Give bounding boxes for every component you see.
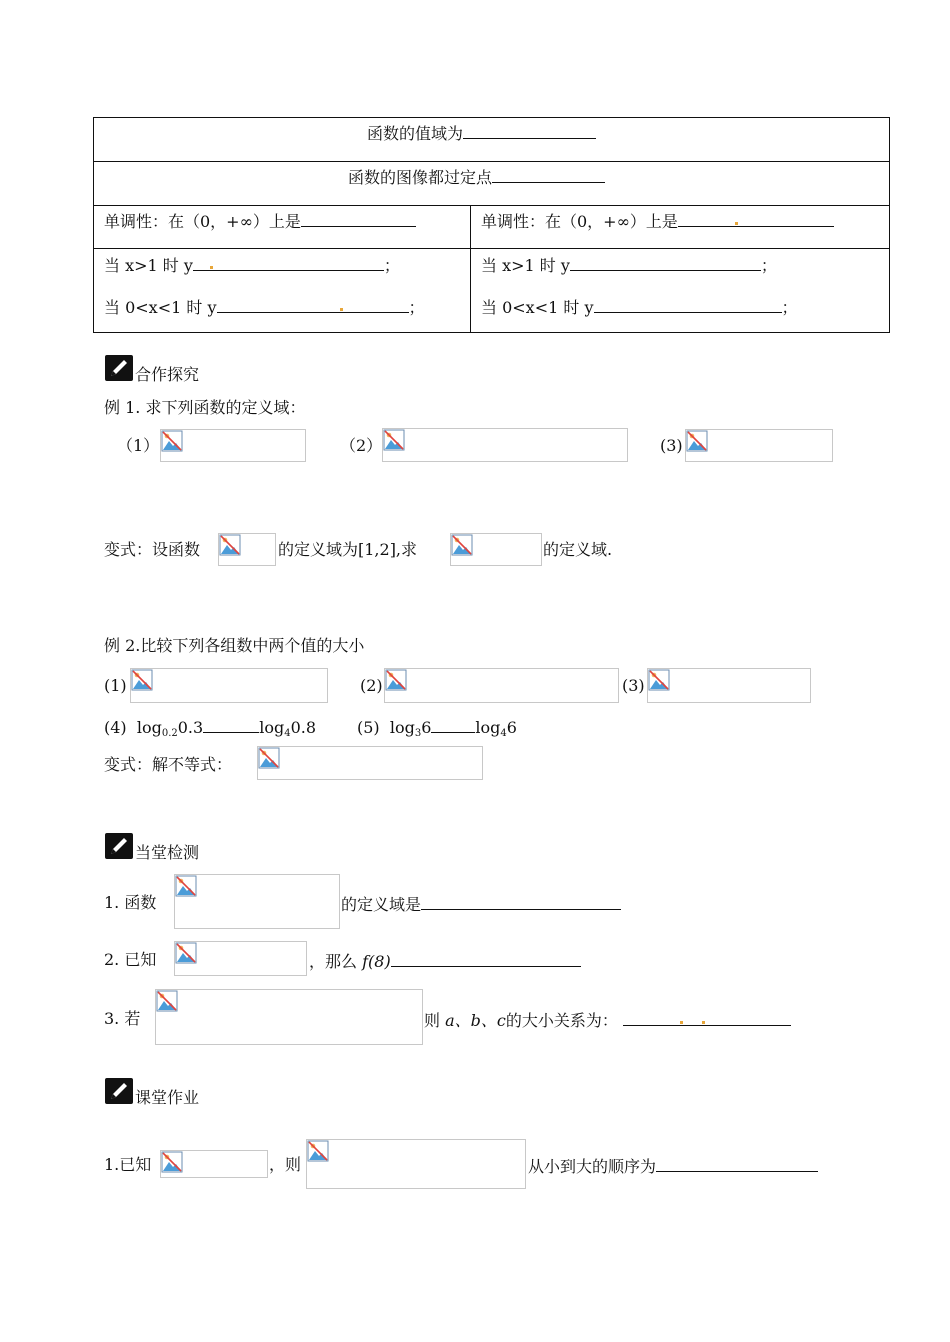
formula-image: [218, 533, 276, 566]
right-monotonic-row: [481, 210, 834, 232]
formula-image: [160, 1150, 268, 1178]
answer-blank[interactable]: [193, 254, 384, 271]
variant-1-text-c: 的定义域.: [543, 540, 613, 559]
formula-image: [130, 668, 328, 703]
check-q1-text-b: 的定义域是: [341, 893, 621, 915]
pen-icon: [105, 1078, 133, 1104]
broken-image-icon: [175, 875, 197, 897]
monotonic-label: 单调性：在（0，+∞）上是: [481, 212, 678, 231]
broken-image-icon: [451, 534, 473, 556]
broken-image-icon: [307, 1140, 329, 1162]
check-q2-text-a: 2. 已知: [104, 950, 157, 969]
table-range-row: [367, 122, 596, 144]
broken-image-icon: [161, 430, 183, 452]
check-q3-text-a: 3. 若: [104, 1009, 141, 1028]
broken-image-icon: [175, 942, 197, 964]
example-1-label-2: （2）: [340, 436, 383, 455]
section-coop-heading: 合作探究: [135, 365, 200, 384]
formula-image: [257, 746, 483, 780]
formula-image: [384, 668, 619, 703]
formula-image: [174, 941, 307, 976]
formula-image: [382, 428, 628, 462]
section-homework-heading: 课堂作业: [135, 1088, 200, 1107]
example-2-title: 例 2.比较下列各组数中两个值的大小: [104, 636, 365, 655]
example-2-label-1: (1): [104, 676, 127, 695]
example-2-label-3: (3): [622, 676, 645, 695]
section-check-heading: 当堂检测: [135, 843, 200, 862]
answer-blank[interactable]: [594, 296, 782, 313]
variant-2-text: 变式：解不等式：: [104, 755, 233, 774]
pen-icon: [105, 833, 133, 859]
homework-q1-text-c: 从小到大的顺序为: [528, 1155, 818, 1177]
broken-image-icon: [648, 669, 670, 691]
answer-blank[interactable]: [217, 296, 409, 313]
formula-image: [174, 874, 340, 929]
table-divider: [94, 205, 889, 206]
formula-image: [160, 429, 306, 462]
answer-blank[interactable]: [570, 254, 761, 271]
formula-image: [155, 989, 423, 1045]
monotonic-label: 单调性：在（0，+∞）上是: [104, 212, 301, 231]
answer-blank[interactable]: [463, 122, 596, 139]
broken-image-icon: [219, 534, 241, 556]
answer-blank[interactable]: [301, 210, 416, 227]
table-divider: [94, 248, 889, 249]
broken-image-icon: [258, 747, 280, 769]
example-1-label-3: (3): [660, 436, 683, 455]
right-gt1-row: 当 x>1 时 y ；: [481, 256, 777, 275]
answer-blank[interactable]: [421, 893, 621, 910]
formula-image: [450, 533, 542, 566]
answer-blank[interactable]: [391, 950, 581, 967]
variant-1-text-b: 的定义域为[1,2],求: [278, 540, 418, 559]
example-2-item-5: (5) $\log_36$ $\log_46$: [357, 718, 517, 739]
table-column-divider: [470, 205, 471, 332]
answer-blank[interactable]: [678, 210, 834, 227]
broken-image-icon: [383, 429, 405, 451]
broken-image-icon: [156, 990, 178, 1012]
example-2-label-2: (2): [360, 676, 383, 695]
table-divider: [94, 161, 889, 162]
left-monotonic-row: [104, 210, 416, 232]
fixed-point-label: 函数的图像都过定点: [348, 168, 493, 187]
answer-blank[interactable]: [431, 716, 475, 733]
example-1-label-1: （1）: [117, 436, 160, 455]
table-fixed-point-row: [348, 166, 605, 188]
lt1-label: 当 0<x<1 时 y: [104, 298, 217, 317]
range-label: 函数的值域为: [367, 124, 464, 143]
broken-image-icon: [131, 669, 153, 691]
answer-blank[interactable]: [656, 1155, 818, 1172]
answer-blank[interactable]: [623, 1009, 791, 1026]
gt1-label: 当 x>1 时 y: [104, 256, 193, 275]
formula-image: [647, 668, 811, 703]
broken-image-icon: [161, 1151, 183, 1173]
check-q2-text-b: ，那么 f(8): [309, 950, 581, 972]
example-2-item-4: (4) $\log_{0.2}0.3$ $\log_40.8$: [104, 718, 317, 739]
gt1-label: 当 x>1 时 y: [481, 256, 570, 275]
pen-icon: [105, 355, 133, 381]
homework-q1-text-b: ，则: [269, 1155, 302, 1174]
homework-q1-text-a: 1.已知: [104, 1155, 152, 1174]
left-lt1-row: 当 0<x<1 时 y ；: [104, 298, 425, 317]
lt1-label: 当 0<x<1 时 y: [481, 298, 594, 317]
variant-1-text-a: 变式：设函数: [104, 540, 201, 559]
check-q1-text-a: 1. 函数: [104, 893, 157, 912]
left-gt1-row: 当 x>1 时 y ；: [104, 256, 400, 275]
check-q3-text-b: 则 a、b、c的大小关系为：: [424, 1009, 791, 1031]
formula-image: [685, 429, 833, 462]
formula-image: [306, 1139, 526, 1189]
right-lt1-row: 当 0<x<1 时 y ；: [481, 298, 798, 317]
broken-image-icon: [686, 430, 708, 452]
answer-blank[interactable]: [203, 716, 259, 733]
answer-blank[interactable]: [492, 166, 605, 183]
example-1-title: 例 1. 求下列函数的定义域：: [104, 398, 306, 417]
broken-image-icon: [385, 669, 407, 691]
